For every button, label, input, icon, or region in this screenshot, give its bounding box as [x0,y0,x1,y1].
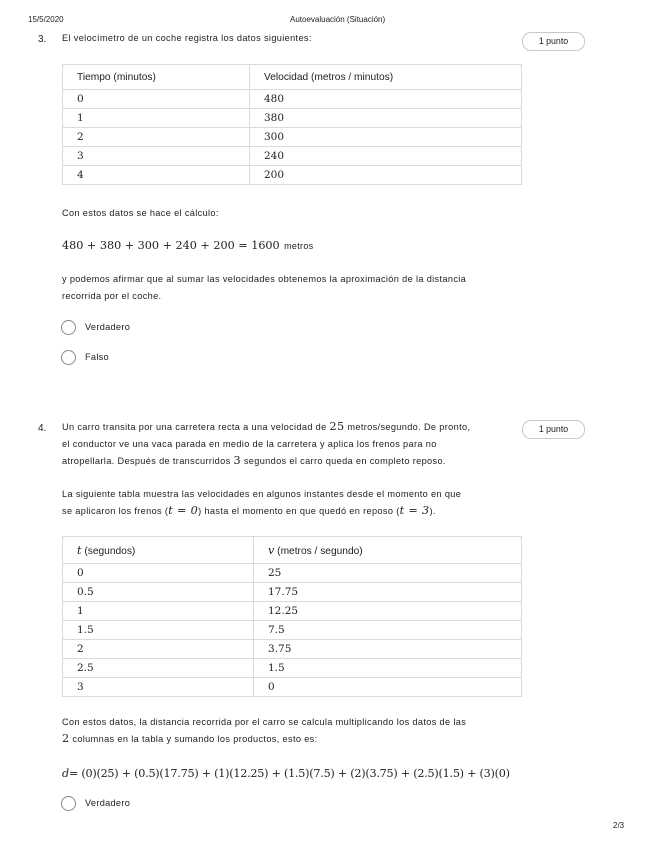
q4-p1-speed: 25 [329,420,345,433]
q4-p1-seconds: 3 [233,454,241,467]
q3-option-verdadero-radio[interactable] [61,320,76,335]
q3-table [62,64,522,185]
q4-p2-text-b: ) hasta el momento en que quedó en reposo ( [198,506,400,516]
q4-p1-text-a: Un carro transita por una carretera recta a una velocidad de [62,422,327,432]
q4-p1-line3-a: atropellarla. Después de transcurridos [62,456,231,466]
q3-text: El velocímetro de un coche registra los datos siguientes: [62,33,312,43]
table-header-cell: Tiempo (minutos) [63,65,250,90]
table-row [63,128,522,147]
q3-calc-intro: Con estos datos se hace el cálculo: [62,208,219,218]
q3-option-verdadero-label[interactable]: Verdadero [85,322,131,332]
q3-formula-expression: 480 + 380 + 300 + 240 + 200 = 1600 [62,239,280,252]
q4-header-t-unit: (segundos) [84,545,136,557]
q4-formula-expression: = (0)(25) + (0.5)(17.75) + (1)(12.25) + (1.5)(7.5) + (2)(3.75) + (2.5)(1.5) + (3)(0) [68,767,510,780]
q4-formula-var: d [62,767,69,780]
header-title: Autoevaluación (Situación) [290,15,386,24]
table-row [63,583,522,602]
table-row [63,659,522,678]
table-cell: 3 [63,147,250,166]
table-cell: 3.75 [254,640,522,659]
table-cell: 0 [63,564,254,583]
table-cell: 2.5 [63,659,254,678]
table-cell: 2 [63,640,254,659]
q4-number: 4. [38,423,47,434]
q4-paragraph2-line2 [62,503,436,520]
q3-statement-line1: y podemos afirmar que al sumar las velocidades obtenemos la aproximación de la distancia [62,274,467,284]
q3-points-badge: 1 punto [522,32,585,51]
page-number: 2/3 [613,821,625,830]
table-cell: 17.75 [254,583,522,602]
table-cell: 1 [63,109,250,128]
q4-paragraph3-line1: Con estos datos, la distancia recorrida por el carro se calcula multiplicando los datos de las [62,717,467,727]
q4-points-badge: 1 punto [522,420,585,439]
q3-option-falso-label[interactable]: Falso [85,352,109,362]
table-cell: 25 [254,564,522,583]
q4-table [62,536,522,697]
q4-p3-cols: 2 [62,732,70,745]
q3-statement-line2: recorrida por el coche. [62,291,162,301]
q3-option-falso-radio[interactable] [61,350,76,365]
table-cell: 0.5 [63,583,254,602]
table-cell: 1.5 [63,621,254,640]
table-cell: 240 [250,147,522,166]
table-cell: 380 [250,109,522,128]
q4-p1-line3-b: segundos el carro queda en completo reposo. [243,456,446,466]
table-header-cell: Velocidad (metros / minutos) [250,65,522,90]
q4-paragraph2-line1: La siguiente tabla muestra las velocidades en algunos instantes desde el momento en que [62,489,462,499]
table-cell: 0 [254,678,522,697]
q3-number: 3. [38,34,47,45]
table-cell: 1.5 [254,659,522,678]
q4-p3-text: columnas en la tabla y sumando los productos, esto es: [72,734,318,744]
table-cell: 4 [63,166,250,185]
q4-formula [62,764,510,782]
table-header-cell [254,537,522,564]
table-cell: 2 [63,128,250,147]
header-date: 15/5/2020 [28,15,64,24]
q4-p2-t3: t = 3 [399,504,430,517]
table-row [63,602,522,621]
table-cell: 7.5 [254,621,522,640]
table-cell: 3 [63,678,254,697]
table-row [63,90,522,109]
q4-header-v-unit: (metros / segundo) [277,545,363,557]
q4-p2-text-a: se aplicaron los frenos ( [62,506,169,516]
q4-p2-text-c: ). [429,506,436,516]
q3-formula [62,236,313,254]
table-row [63,640,522,659]
table-cell: 300 [250,128,522,147]
table-row [63,564,522,583]
table-cell: 12.25 [254,602,522,621]
q4-header-t-var: t [77,543,82,557]
q4-paragraph1-line1 [62,419,470,436]
table-row [63,166,522,185]
table-cell: 200 [250,166,522,185]
table-cell: 1 [63,602,254,621]
q3-formula-unit: metros [284,241,314,251]
q4-paragraph1-line3 [62,453,446,470]
table-cell: 0 [63,90,250,109]
q4-p1-text-b: metros/segundo. De pronto, [347,422,471,432]
q4-header-v-var: v [268,543,275,557]
table-row [63,147,522,166]
q4-p2-t0: t = 0 [168,504,199,517]
table-header-row [63,537,522,564]
table-header-cell [63,537,254,564]
table-header-row [63,65,522,90]
table-cell: 480 [250,90,522,109]
table-row [63,621,522,640]
q4-option-verdadero-label[interactable]: Verdadero [85,798,131,808]
q4-paragraph1-line2: el conductor ve una vaca parada en medio de la carretera y aplica los frenos para no [62,439,437,449]
table-row [63,678,522,697]
q4-option-verdadero-radio[interactable] [61,796,76,811]
q4-paragraph3-line2 [62,731,318,748]
table-row [63,109,522,128]
